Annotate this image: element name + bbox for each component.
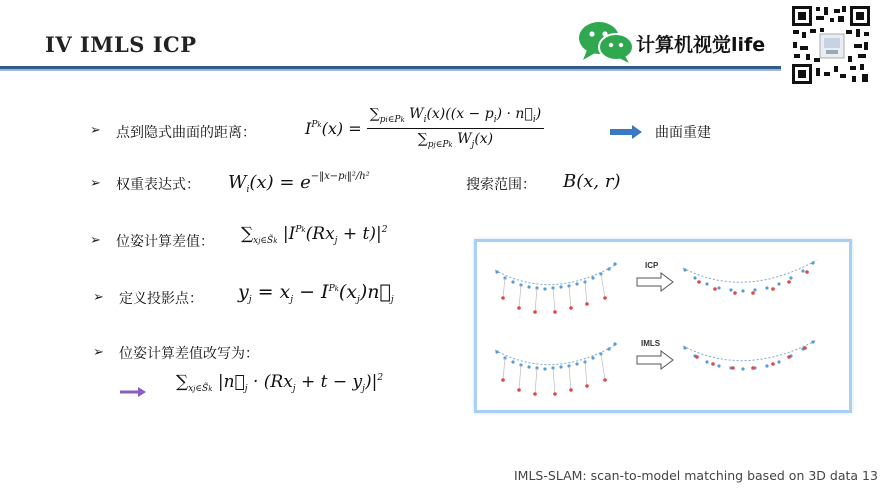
brand-text: 计算机视觉life [636,34,766,56]
rewritten-formula: $\sum_{xj\in S̃k}$ $|n⃗_j \cdot (Rx_j + t - y_j)|^2$ [176,372,384,394]
page-number: 13 [862,468,878,483]
weight-formula: $W_i(x) = e^{-‖x-pi‖^2/h^2}$ [228,171,370,195]
surface-reconstruction-label: 曲面重建 [655,125,711,141]
search-range-label: 搜索范围： [466,177,536,193]
footer-citation: IMLS-SLAM: scan-to-model matching based on 3D data [514,468,859,483]
title-underline-light [0,69,781,71]
item-label-rewritten: 位姿计算差值改写为： [119,346,259,362]
pose-difference-formula: $\sum_{xj\in S̃k}$ $|I^{Pk}(Rx_j + t)|^2$ [241,224,388,246]
item-label-distance: 点到隐式曲面的距离： [116,125,256,141]
qr-code-icon[interactable] [790,4,872,86]
bullet-icon: ➢ [90,123,101,138]
projection-formula: $y_j = x_j$ − $I^{Pk}(x_j)n⃗_j$ [238,281,394,305]
bullet-icon: ➢ [93,345,104,360]
imls-label: IMLS [641,339,661,348]
icp-before-plot [495,262,617,313]
bullet-icon: ➢ [90,233,101,248]
icp-after-plot [683,260,817,295]
right-arrow-icon [120,382,146,401]
hollow-arrow-icon [637,273,673,291]
icp-imls-comparison-figure [474,239,852,413]
search-range-formula: B(x, r) [563,171,621,192]
icp-label: ICP [645,261,659,270]
distance-formula: $I^{Pk}(x)$ = $\frac{\sum_{pi\in Pk} W_i(x)((x - p_i) \cdot n⃗_i)}{\sum_{pj\in Pk} W_j(x)}$ [305,106,544,151]
right-arrow-icon [610,124,642,143]
slide-title: IV IMLS ICP [45,32,197,57]
item-label-projection: 定义投影点： [119,291,203,307]
item-label-weight: 权重表达式： [116,177,200,193]
bullet-icon: ➢ [90,176,101,191]
wechat-icon [577,20,635,68]
imls-after-plot [683,340,817,371]
hollow-arrow-icon [637,351,673,369]
bullet-icon: ➢ [93,290,104,305]
imls-before-plot [495,342,617,395]
item-label-pose-difference: 位姿计算差值： [116,234,214,250]
